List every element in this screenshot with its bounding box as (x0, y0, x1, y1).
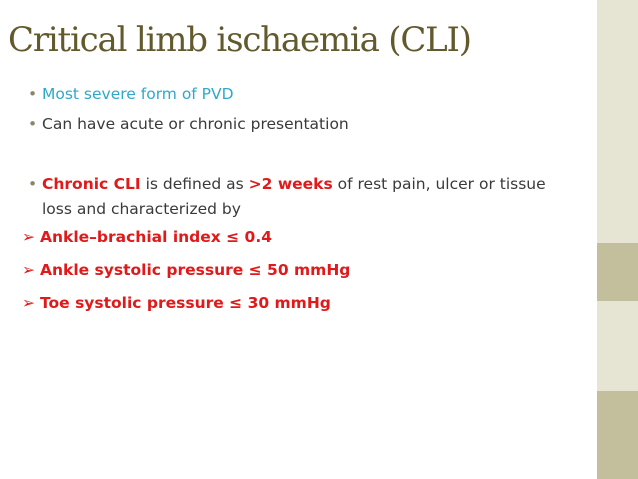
bullet-item (28, 83, 593, 105)
slide-title: Critical limb ischaemia (CLI) (8, 20, 471, 60)
chronic-continuation: loss and characterized by (42, 200, 241, 218)
criteria-item (22, 292, 331, 314)
bullet-item (28, 113, 593, 135)
bullet-icon: • (28, 85, 38, 103)
bullet-text: Can have acute or chronic presentation (42, 115, 349, 133)
sidebar-block (597, 243, 638, 301)
criteria-item (22, 226, 272, 248)
criteria-text: Ankle–brachial index ≤ 0.4 (40, 228, 273, 246)
criteria-text: Toe systolic pressure ≤ 30 mmHg (40, 294, 331, 312)
sidebar-block (597, 391, 638, 479)
bullet-icon: • (28, 175, 38, 193)
criteria-item (22, 259, 350, 281)
decorative-sidebar (597, 0, 638, 479)
sidebar-block (597, 0, 638, 243)
arrow-icon: ➢ (22, 228, 35, 246)
bullet-item-chronic (28, 173, 593, 195)
bullet-text: Most severe form of PVD (42, 85, 234, 103)
criteria-text: Ankle systolic pressure ≤ 50 mmHg (40, 261, 351, 279)
arrow-icon: ➢ (22, 261, 35, 279)
sidebar-block (597, 301, 638, 391)
chronic-text-part1: is defined as (140, 175, 249, 193)
bullet-icon: • (28, 115, 38, 133)
chronic-term: Chronic CLI (42, 175, 141, 193)
chronic-duration: >2 weeks (248, 175, 333, 193)
chronic-text-part2: of rest pain, ulcer or tissue (332, 175, 546, 193)
arrow-icon: ➢ (22, 294, 35, 312)
